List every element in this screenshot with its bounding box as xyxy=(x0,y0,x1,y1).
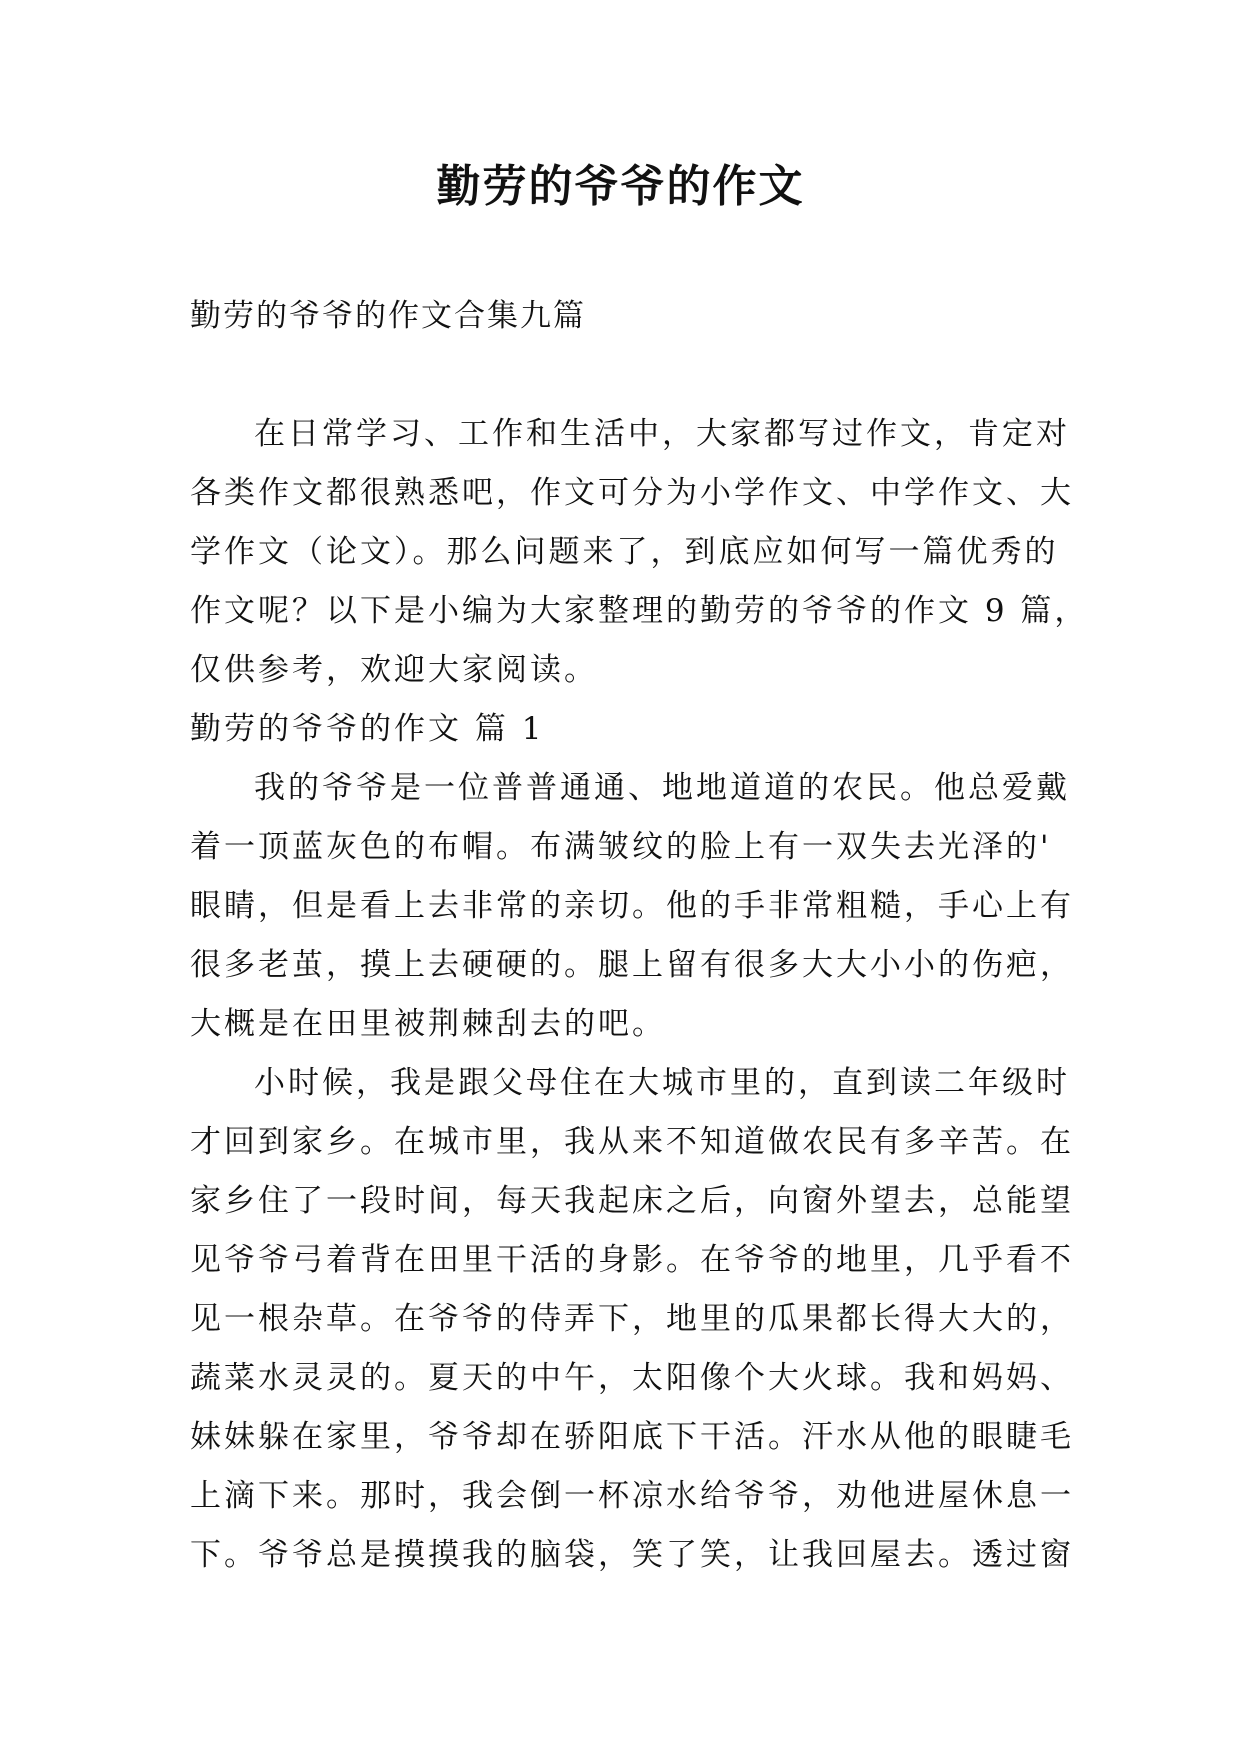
text-line: 大概是在田里被荆棘刮去的吧。 xyxy=(190,1006,666,1042)
text-line: 见爷爷弓着背在田里干活的身影。在爷爷的地里，几乎看不 xyxy=(190,1242,1074,1278)
text-line: 仅供参考，欢迎大家阅读。 xyxy=(190,652,598,688)
page-title: 勤劳的爷爷的作文 xyxy=(436,161,805,212)
text-line: 小时候，我是跟父母住在大城市里的，直到读二年级时 xyxy=(254,1065,1070,1101)
text-line: 下。爷爷总是摸摸我的脑袋，笑了笑，让我回屋去。透过窗 xyxy=(190,1537,1074,1573)
text-line: 我的爷爷是一位普普通通、地地道道的农民。他总爱戴 xyxy=(254,770,1070,806)
text-line: 家乡住了一段时间，每天我起床之后，向窗外望去，总能望 xyxy=(190,1183,1074,1219)
text-line: 很多老茧，摸上去硬硬的。腿上留有很多大大小小的伤疤， xyxy=(190,947,1074,983)
text-line: 见一根杂草。在爷爷的侍弄下，地里的瓜果都长得大大的， xyxy=(190,1301,1074,1337)
text-line: 在日常学习、工作和生活中，大家都写过作文，肯定对 xyxy=(254,416,1070,452)
text-line: 着一顶蓝灰色的布帽。布满皱纹的脸上有一双失去光泽的' xyxy=(190,829,1052,865)
text-line: 学作文（论文）。那么问题来了，到底应如何写一篇优秀的 xyxy=(190,534,1059,570)
text-line: 眼睛，但是看上去非常的亲切。他的手非常粗糙，手心上有 xyxy=(190,888,1074,924)
text-line: 蔬菜水灵灵的。夏天的中午，太阳像个大火球。我和妈妈、 xyxy=(190,1360,1074,1396)
text-line: 才回到家乡。在城市里，我从来不知道做农民有多辛苦。在 xyxy=(190,1124,1074,1160)
text-line: 上滴下来。那时，我会倒一杯凉水给爷爷，劝他进屋休息一 xyxy=(190,1478,1074,1514)
text-line: 作文呢？以下是小编为大家整理的勤劳的爷爷的作文 9 篇， xyxy=(190,593,1089,629)
document-subtitle: 勤劳的爷爷的作文合集九篇 xyxy=(190,298,586,334)
document-body xyxy=(190,405,1090,1585)
text-line: 勤劳的爷爷的作文 篇 1 xyxy=(190,711,545,747)
text-line: 妹妹躲在家里，爷爷却在骄阳底下干活。汗水从他的眼睫毛 xyxy=(190,1419,1074,1455)
text-line: 各类作文都很熟悉吧，作文可分为小学作文、中学作文、大 xyxy=(190,475,1074,511)
